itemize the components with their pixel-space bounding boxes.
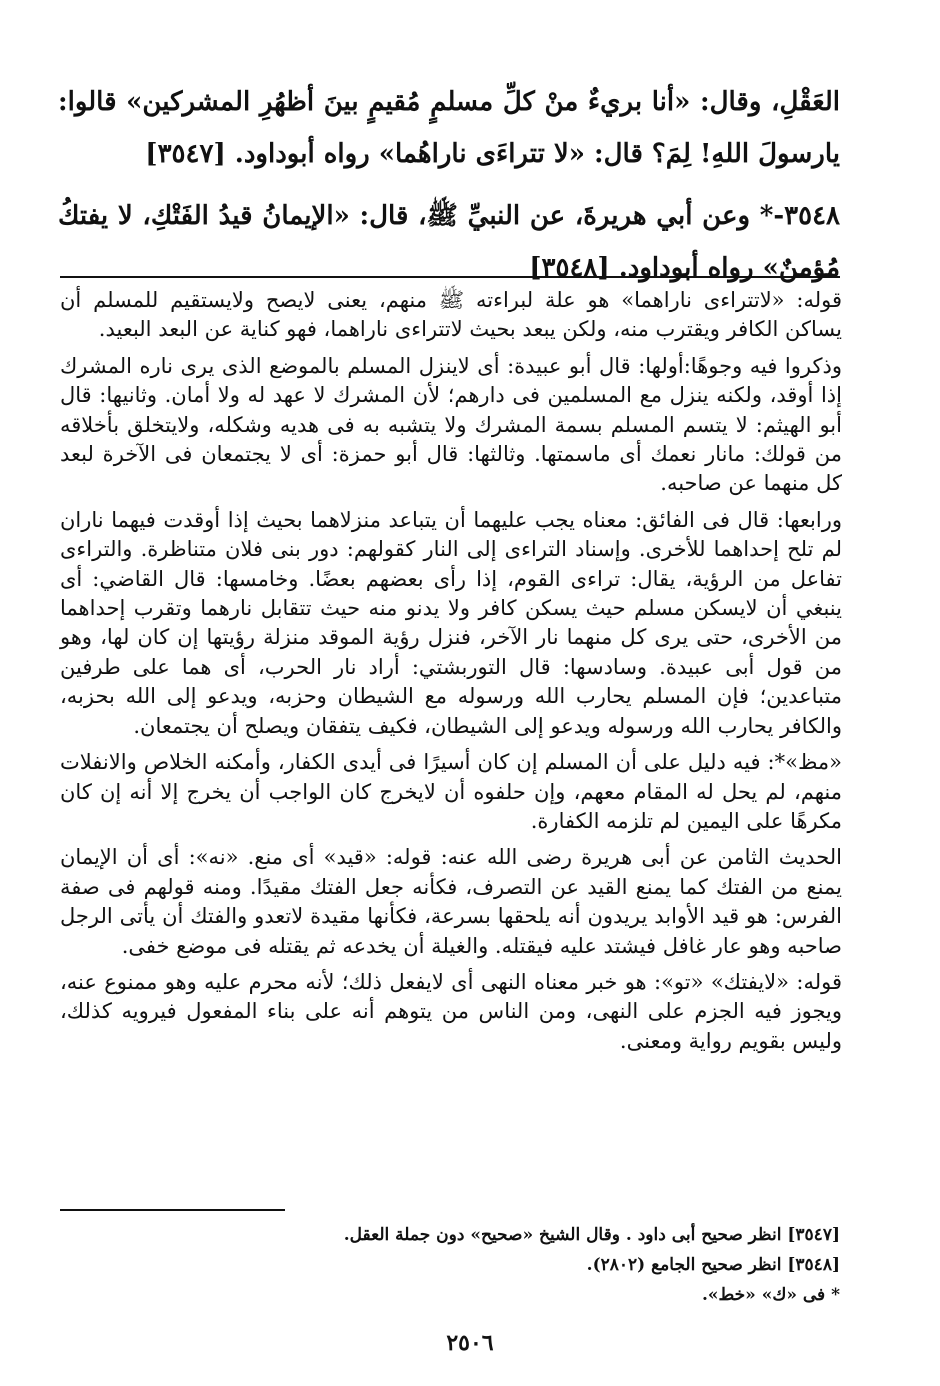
commentary-paragraph-5: الحديث الثامن عن أبى هريرة رضى الله عنه: قوله: «قيد» أى منع. «نه»: أى أن الإيمان يمنع من الفتك كما يمنع القيد عن التصرف، فكأنه جعل الفتك مقيدًا. ومنه قولهم فى صفة الفرس: هو قيد الأوابد يريدون أنه يلحقها بسرعة، فكأنها مقيدة لاتعدو والفتك أن يأتى الرجل صاحبه وهو عار غافل فيشتد عليه فيقتله. والغيلة أن يخدعه ثم يقتله فى موضع خفى. (60, 845, 842, 958)
footnotes (60, 1220, 840, 1310)
hadith-paragraph-1: العَقْلِ، وقال: «أنا بريءٌ منْ كلِّ مسلمٍ مُقيمٍ بينَ أظهُرِ المشركين» قالوا: يارسولَ اللهِ! لِمَ؟ قال: «لا تتراءَى ناراهُما» رواه أبوداود. [٣٥٤٧] (58, 87, 840, 169)
section-divider (60, 276, 840, 278)
footnote-2: [٣٥٤٨] انظر صحيح الجامع (٢٨٠٢). (586, 1255, 840, 1275)
commentary-paragraph-6: قوله: «لايفتك» «تو»: هو خبر معناه النهى أى لايفعل ذلك؛ لأنه محرم عليه وهو ممنوع عنه، ويجوز فيه الجزم على النهى، ومن الناس من يتوهم أنه على بناء المفعول فيرويه كذلك، وليس بقويم رواية ومعنى. (60, 969, 842, 1053)
commentary-paragraph-1: قوله: «لاتتراءى ناراهما» هو علة لبراءته ﷺ منهم، يعنى لايصح ولايستقيم للمسلم أن يساكن الكافر ويقترب منه، ولكن يبعد بحيث لاتتراءى ناراهما، فهو كناية عن البعد البعيد. (60, 288, 842, 342)
commentary-paragraph-2: وذكروا فيه وجوهًا:أولها: قال أبو عبيدة: أى لاينزل المسلم بالموضع الذى يرى ناره المشرك إذا أوقد، ولكنه ينزل مع المسلمين فى دارهم؛ لأن المشرك لا عهد له ولا أمان. وثانيها: قال أبو الهيثم: لا يتسم المسلم بسمة المشرك ولا يتشبه به فى هديه وشكله، ولايتخلق بأخلاقه من قولك: مانار نعمك أى ماسمتها. وثالثها: قال أبو حمزة: أى لا يجتمعان فى الآخرة لبعد كل منهما عن صاحبه. (60, 353, 842, 496)
hadith-paragraph-2: ٣٥٤٨-* وعن أبي هريرةَ، عن النبيِّ ﷺ، قال: «الإيمانُ قيدُ الفَتْكِ، لا يفتكُ مُؤمنٌ» رواه أبوداود. [٣٥٤٨] (58, 201, 840, 283)
commentary-text (60, 286, 842, 1063)
commentary-paragraph-4: «مظ»*: فيه دليل على أن المسلم إن كان أسيرًا فى أيدى الكفار، وأمكنه الخلاص والانفلات منهم، لم يحل له المقام معهم، وإن حلفوه أن لايخرج كان الواجب أن يخرج إلا أنه إن كان مكرهًا على اليمين لم تلزمه الكفارة. (60, 750, 842, 833)
footnote-1: [٣٥٤٧] انظر صحيح أبى داود . وقال الشيخ «صحيح» دون جملة العقل. (343, 1225, 840, 1245)
commentary-paragraph-3: ورابعها: قال فى الفائق: معناه يجب عليهما أن يتباعد منزلاهما بحيث إذا أوقدت فيهما ناران لم تلح إحداهما للأخرى. وإسناد التراءى إلى النار كقولهم: دور بنى فلان متناظرة. والتراءى تفاعل من الرؤية، يقال: تراءى القوم، إذا رأى بعضهم بعضًا. وخامسها: قال القاضي: أى ينبغي أن لايسكن مسلم حيث يسكن كافر ولا يدنو منه حيث تتقابل نارهما وتقرب إحداهما من الأخرى، حتى يرى كل منهما نار الآخر، فنزل رؤية الموقد منزلة رؤيتها إن كان لها، وهو من قول أبى عبيدة. وسادسها: قال التوربشتي: أراد نار الحرب، أى هما على طرفين متباعدين؛ فإن المسلم يحارب الله ورسوله مع الشيطان وحزبه، ويدعو إلى الله بحزبه، والكافر يحارب الله ورسوله ويدعو إلى الشيطان، فكيف يتفقان ويصلح أن يجتمعان. (60, 507, 842, 738)
hadith-text (58, 76, 840, 304)
page-number: ٢٥٠٦ (446, 1330, 494, 1356)
footnote-divider (60, 1209, 285, 1211)
footnote-3: * فى «ك» «خط». (701, 1285, 840, 1305)
